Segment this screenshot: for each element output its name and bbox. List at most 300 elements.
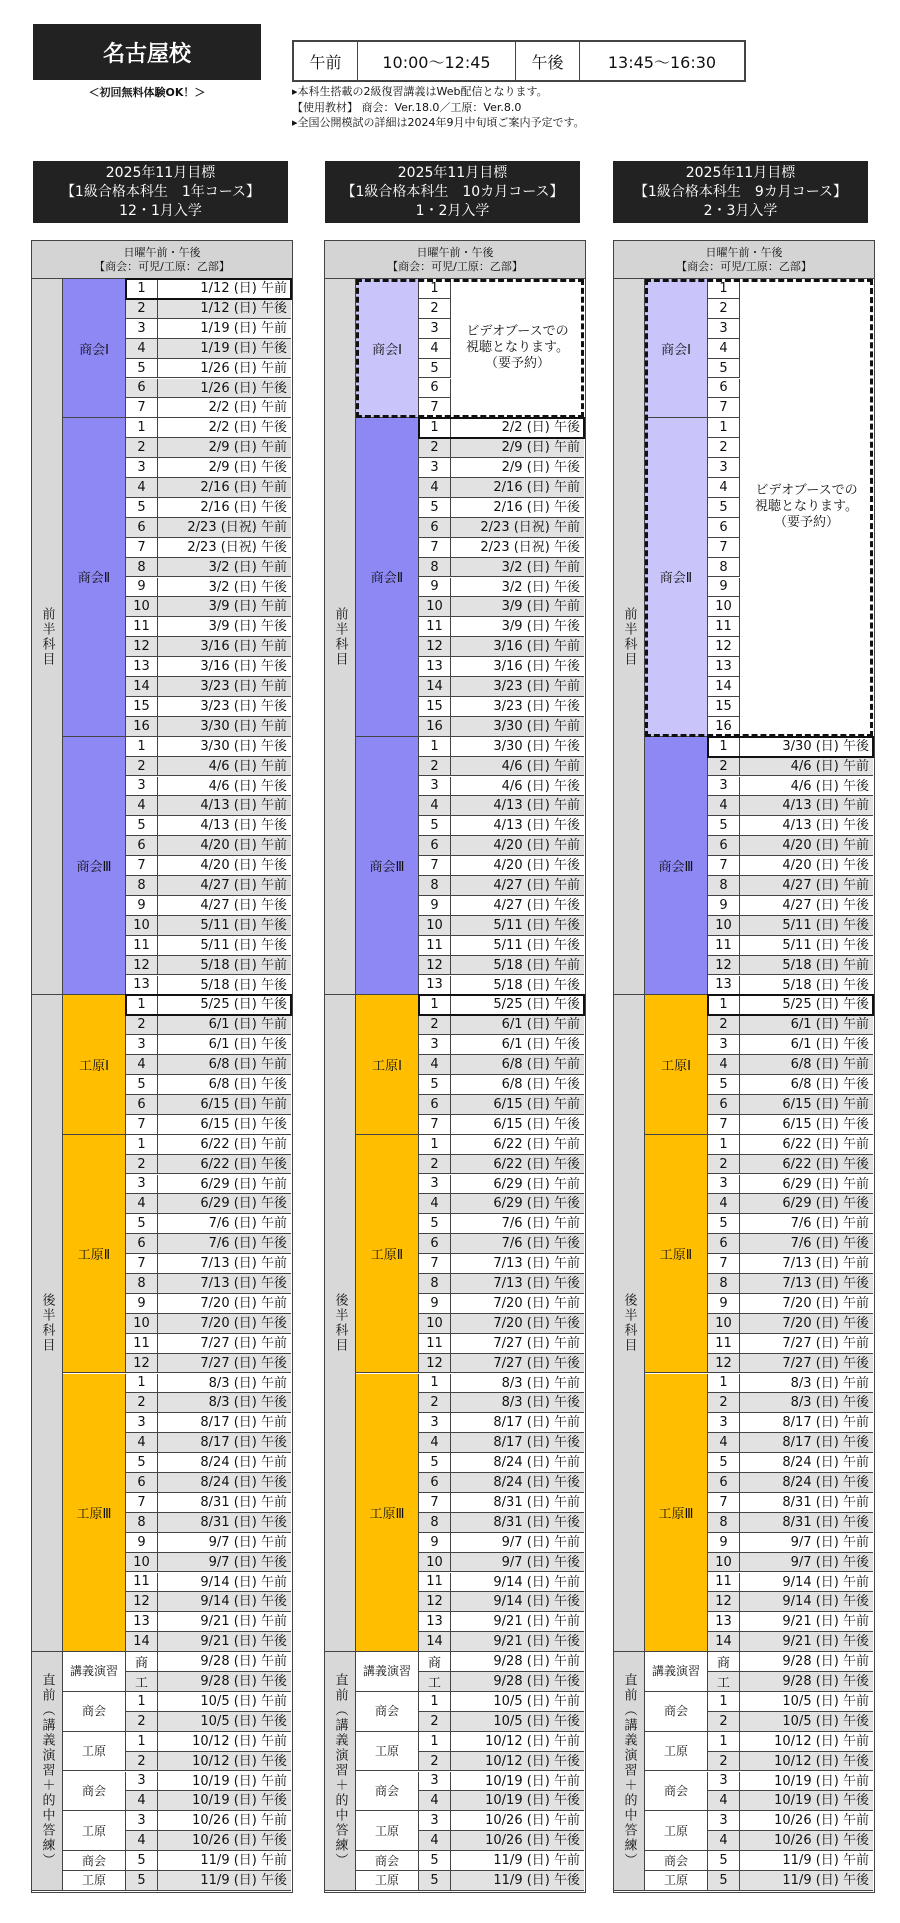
- subject-s2: 商会Ⅱ: [63, 418, 126, 736]
- session-date: 9/7 (日) 午前: [451, 1533, 584, 1553]
- session-number: 1: [708, 418, 740, 438]
- session-date: 7/27 (日) 午後: [740, 1354, 873, 1374]
- session-number: 9: [708, 578, 740, 598]
- session-number: 2: [126, 1752, 158, 1772]
- session-date: 6/1 (日) 午後: [451, 1035, 584, 1055]
- schedule-1year: [31, 240, 293, 1893]
- session-number: 13: [126, 976, 158, 996]
- session-number: 4: [126, 339, 158, 359]
- session-number: 5: [708, 1453, 740, 1473]
- session-date: 8/31 (日) 午前: [451, 1493, 584, 1513]
- session-date: 10/12 (日) 午後: [451, 1752, 584, 1772]
- session-number: 11: [708, 617, 740, 637]
- final-subject: 工原: [645, 1871, 708, 1891]
- session-number: 13: [708, 1612, 740, 1632]
- session-number: 1: [708, 1135, 740, 1155]
- subject-k1: 工原Ⅰ: [645, 995, 708, 1134]
- session-date: 8/17 (日) 午後: [158, 1433, 291, 1453]
- session-number: 3: [419, 319, 451, 339]
- session-number: 5: [708, 1075, 740, 1095]
- subject-s1: 商会Ⅰ: [645, 279, 708, 418]
- schedule-10month: [324, 240, 586, 1893]
- session-date: 7/27 (日) 午前: [451, 1334, 584, 1354]
- session-date: 3/9 (日) 午前: [158, 597, 291, 617]
- session-number: 工: [126, 1672, 158, 1692]
- session-date: 6/22 (日) 午前: [158, 1135, 291, 1155]
- session-number: 4: [126, 796, 158, 816]
- session-date: 8/3 (日) 午後: [740, 1393, 873, 1413]
- final-subject: 講義演習: [645, 1652, 708, 1692]
- session-date: 2/16 (日) 午前: [158, 478, 291, 498]
- session-date: 8/17 (日) 午前: [451, 1413, 584, 1433]
- session-date: 5/18 (日) 午前: [158, 956, 291, 976]
- session-date: 4/20 (日) 午前: [158, 836, 291, 856]
- session-number: 5: [419, 359, 451, 379]
- session-number: 5: [419, 1851, 451, 1871]
- session-date: 10/12 (日) 午前: [740, 1732, 873, 1752]
- session-date: 3/30 (日) 午後: [740, 737, 873, 757]
- session-number: 7: [419, 856, 451, 876]
- session-number: 5: [708, 359, 740, 379]
- session-date: 5/18 (日) 午前: [740, 956, 873, 976]
- video-booth-note: ビデオブースでの 視聴となります。 （要予約）: [740, 279, 873, 737]
- session-number: 10: [419, 1314, 451, 1334]
- column-title-line: 1・2月入学: [415, 203, 490, 219]
- session-number: 10: [126, 1553, 158, 1573]
- session-number: 15: [126, 697, 158, 717]
- session-date: 9/14 (日) 午前: [740, 1573, 873, 1593]
- class-time-table: [292, 40, 746, 82]
- session-date: 5/18 (日) 午後: [451, 976, 584, 996]
- session-number: 6: [126, 379, 158, 399]
- session-date: 3/16 (日) 午後: [158, 657, 291, 677]
- session-number: 6: [126, 1095, 158, 1115]
- session-date: 10/19 (日) 午前: [158, 1772, 291, 1792]
- session-number: 5: [419, 1075, 451, 1095]
- phase-label: 後半科目: [32, 995, 63, 1652]
- phase-label: 前半科目: [32, 279, 63, 995]
- session-date: 3/9 (日) 午後: [451, 617, 584, 637]
- session-number: 9: [708, 1294, 740, 1314]
- session-date: 11/9 (日) 午前: [451, 1851, 584, 1871]
- session-number: 2: [708, 438, 740, 458]
- session-number: 14: [126, 677, 158, 697]
- column-title-line: 【1級合格本科生 9カ月コース】: [633, 184, 848, 200]
- session-number: 7: [708, 856, 740, 876]
- session-number: 7: [708, 398, 740, 418]
- session-date: 9/21 (日) 午後: [158, 1632, 291, 1652]
- session-date: 7/13 (日) 午後: [740, 1274, 873, 1294]
- session-date: 7/27 (日) 午前: [158, 1334, 291, 1354]
- session-date: 8/24 (日) 午後: [451, 1473, 584, 1493]
- session-number: 7: [126, 1493, 158, 1513]
- session-date: 6/8 (日) 午前: [451, 1055, 584, 1075]
- session-date: 9/14 (日) 午後: [158, 1592, 291, 1612]
- session-date: 10/5 (日) 午前: [158, 1692, 291, 1712]
- session-number: 6: [419, 518, 451, 538]
- session-number: 12: [708, 956, 740, 976]
- session-number: 4: [419, 796, 451, 816]
- session-date: 10/5 (日) 午後: [740, 1712, 873, 1732]
- session-number: 4: [419, 1831, 451, 1851]
- session-date: 9/28 (日) 午後: [158, 1672, 291, 1692]
- final-subject: 工原: [63, 1811, 126, 1851]
- final-subject: 工原: [63, 1871, 126, 1891]
- session-number: 6: [419, 1473, 451, 1493]
- session-date: 6/22 (日) 午前: [451, 1135, 584, 1155]
- session-date: 8/31 (日) 午前: [740, 1493, 873, 1513]
- session-date: 1/19 (日) 午後: [158, 339, 291, 359]
- column-title-line: 2025年11月目標: [105, 165, 216, 181]
- session-date: 5/18 (日) 午後: [158, 976, 291, 996]
- schedule-header-line: 【商会：可児/工原：乙部】: [676, 260, 812, 273]
- session-number: 1: [708, 279, 740, 299]
- session-date: 2/16 (日) 午後: [451, 498, 584, 518]
- session-number: 11: [708, 936, 740, 956]
- session-number: 5: [419, 1453, 451, 1473]
- session-number: 9: [419, 578, 451, 598]
- session-number: 3: [419, 1175, 451, 1195]
- final-subject: 商会: [356, 1851, 419, 1871]
- session-date: 6/8 (日) 午後: [158, 1075, 291, 1095]
- session-number: 5: [708, 498, 740, 518]
- session-date: 6/1 (日) 午後: [158, 1035, 291, 1055]
- session-number: 9: [419, 1294, 451, 1314]
- session-date: 9/7 (日) 午前: [740, 1533, 873, 1553]
- session-number: 1: [126, 1692, 158, 1712]
- session-date: 7/6 (日) 午前: [158, 1214, 291, 1234]
- session-date: 2/23 (日祝) 午後: [158, 538, 291, 558]
- session-number: 10: [419, 1553, 451, 1573]
- session-date: 4/6 (日) 午前: [158, 757, 291, 777]
- session-date: 11/9 (日) 午後: [740, 1871, 873, 1891]
- session-number: 5: [126, 1871, 158, 1891]
- session-date: 6/22 (日) 午後: [451, 1155, 584, 1175]
- session-number: 4: [419, 339, 451, 359]
- session-number: 10: [419, 597, 451, 617]
- session-number: 5: [126, 359, 158, 379]
- session-date: 10/26 (日) 午後: [158, 1831, 291, 1851]
- subject-k1: 工原Ⅰ: [63, 995, 126, 1134]
- session-date: 8/3 (日) 午後: [451, 1393, 584, 1413]
- session-number: 12: [708, 637, 740, 657]
- session-number: 7: [126, 1115, 158, 1135]
- session-number: 7: [419, 398, 451, 418]
- schedule-header: [325, 241, 585, 279]
- subject-k3: 工原Ⅲ: [63, 1374, 126, 1653]
- session-number: 2: [126, 1712, 158, 1732]
- session-number: 2: [708, 1155, 740, 1175]
- session-date: 10/26 (日) 午前: [158, 1811, 291, 1831]
- column-title-line: 2025年11月目標: [685, 165, 796, 181]
- session-date: 3/2 (日) 午後: [451, 578, 584, 598]
- final-subject: 商会: [645, 1692, 708, 1732]
- session-date: 6/29 (日) 午前: [451, 1175, 584, 1195]
- session-date: 6/29 (日) 午前: [740, 1175, 873, 1195]
- session-date: 3/9 (日) 午後: [158, 617, 291, 637]
- session-number: 13: [419, 657, 451, 677]
- session-number: 13: [708, 976, 740, 996]
- am-label: 午前: [294, 42, 358, 80]
- session-number: 16: [419, 717, 451, 737]
- schedule-9month: [613, 240, 875, 1893]
- session-date: 3/16 (日) 午前: [451, 637, 584, 657]
- session-number: 10: [126, 1314, 158, 1334]
- session-number: 8: [126, 1274, 158, 1294]
- session-date: 8/17 (日) 午前: [740, 1413, 873, 1433]
- session-number: 9: [126, 1533, 158, 1553]
- column-title-line: 2025年11月目標: [397, 165, 508, 181]
- session-date: 10/5 (日) 午前: [740, 1692, 873, 1712]
- session-date: 6/15 (日) 午後: [451, 1115, 584, 1135]
- session-number: 11: [708, 1334, 740, 1354]
- final-subject: 商会: [356, 1772, 419, 1812]
- session-number: 8: [708, 876, 740, 896]
- session-date: 5/11 (日) 午後: [740, 916, 873, 936]
- session-date: 5/25 (日) 午後: [740, 995, 873, 1015]
- session-number: 6: [419, 836, 451, 856]
- session-number: 11: [419, 1573, 451, 1593]
- schedule-header-line: 日曜午前・午後: [416, 246, 494, 259]
- session-date: 4/6 (日) 午前: [451, 757, 584, 777]
- session-number: 5: [126, 1075, 158, 1095]
- session-date: 7/13 (日) 午前: [451, 1254, 584, 1274]
- column-title-line: 2・3月入学: [703, 203, 778, 219]
- session-number: 3: [708, 777, 740, 797]
- session-date: 6/8 (日) 午後: [451, 1075, 584, 1095]
- session-date: 6/1 (日) 午前: [740, 1015, 873, 1035]
- phase-label: 直前（講義演習＋的中答練）: [32, 1652, 63, 1891]
- session-date: 3/30 (日) 午後: [451, 737, 584, 757]
- session-number: 12: [419, 1354, 451, 1374]
- session-number: 2: [126, 1015, 158, 1035]
- session-date: 9/28 (日) 午後: [740, 1672, 873, 1692]
- session-date: 3/23 (日) 午前: [451, 677, 584, 697]
- session-number: 8: [708, 1274, 740, 1294]
- session-number: 9: [126, 896, 158, 916]
- session-date: 1/12 (日) 午後: [158, 299, 291, 319]
- session-number: 1: [419, 1692, 451, 1712]
- session-date: 5/11 (日) 午後: [158, 936, 291, 956]
- session-date: 1/26 (日) 午後: [158, 379, 291, 399]
- session-date: 4/13 (日) 午後: [158, 816, 291, 836]
- session-number: 9: [126, 578, 158, 598]
- session-number: 11: [126, 1573, 158, 1593]
- video-booth-note: ビデオブースでの 視聴となります。 （要予約）: [451, 279, 584, 418]
- session-date: 4/13 (日) 午前: [740, 796, 873, 816]
- session-number: 商: [126, 1652, 158, 1672]
- session-number: 3: [126, 1413, 158, 1433]
- session-number: 2: [126, 757, 158, 777]
- session-number: 2: [126, 1393, 158, 1413]
- session-number: 15: [419, 697, 451, 717]
- session-number: 5: [419, 498, 451, 518]
- session-date: 10/19 (日) 午前: [451, 1772, 584, 1792]
- session-date: 10/19 (日) 午後: [740, 1791, 873, 1811]
- final-subject: 工原: [356, 1871, 419, 1891]
- session-number: 7: [126, 856, 158, 876]
- session-date: 7/20 (日) 午前: [158, 1294, 291, 1314]
- session-date: 6/1 (日) 午前: [451, 1015, 584, 1035]
- session-number: 8: [126, 876, 158, 896]
- session-number: 10: [708, 1553, 740, 1573]
- session-date: 4/20 (日) 午後: [740, 856, 873, 876]
- session-date: 7/27 (日) 午後: [158, 1354, 291, 1374]
- session-date: 9/7 (日) 午後: [740, 1553, 873, 1573]
- session-date: 4/27 (日) 午前: [158, 876, 291, 896]
- session-date: 4/27 (日) 午後: [158, 896, 291, 916]
- session-date: 9/28 (日) 午後: [451, 1672, 584, 1692]
- session-number: 9: [419, 1533, 451, 1553]
- session-number: 10: [708, 916, 740, 936]
- session-number: 4: [126, 1433, 158, 1453]
- session-date: 4/13 (日) 午前: [451, 796, 584, 816]
- final-subject: 講義演習: [356, 1652, 419, 1692]
- session-number: 7: [708, 1493, 740, 1513]
- session-date: 3/23 (日) 午後: [158, 697, 291, 717]
- session-number: 1: [126, 418, 158, 438]
- session-number: 12: [126, 1354, 158, 1374]
- session-date: 10/5 (日) 午後: [158, 1712, 291, 1732]
- session-date: 9/7 (日) 午前: [158, 1533, 291, 1553]
- note-line: ▸全国公開模試の詳細は2024年9月中旬頃ご案内予定です。: [292, 116, 585, 129]
- session-date: 11/9 (日) 午前: [740, 1851, 873, 1871]
- session-number: 12: [126, 637, 158, 657]
- session-date: 10/12 (日) 午後: [158, 1752, 291, 1772]
- session-date: 3/23 (日) 午後: [451, 697, 584, 717]
- schedule-header-line: 【商会：可児/工原：乙部】: [387, 260, 523, 273]
- session-date: 3/23 (日) 午前: [158, 677, 291, 697]
- session-number: 5: [126, 1851, 158, 1871]
- session-number: 11: [419, 936, 451, 956]
- session-date: 9/7 (日) 午後: [158, 1553, 291, 1573]
- session-date: 10/12 (日) 午後: [740, 1752, 873, 1772]
- final-subject: 工原: [356, 1811, 419, 1851]
- subject-k1: 工原Ⅰ: [356, 995, 419, 1134]
- session-date: 5/11 (日) 午後: [740, 936, 873, 956]
- session-date: 6/1 (日) 午前: [158, 1015, 291, 1035]
- session-date: 6/29 (日) 午後: [158, 1194, 291, 1214]
- phase-label: 前半科目: [614, 279, 645, 995]
- pm-time: 13:45～16:30: [607, 52, 717, 72]
- session-date: 7/6 (日) 午前: [451, 1214, 584, 1234]
- session-number: 工: [708, 1672, 740, 1692]
- session-date: 10/26 (日) 午前: [451, 1811, 584, 1831]
- session-date: 7/20 (日) 午後: [451, 1314, 584, 1334]
- session-number: 3: [419, 458, 451, 478]
- session-date: 9/14 (日) 午後: [451, 1592, 584, 1612]
- session-number: 2: [419, 1155, 451, 1175]
- session-date: 3/2 (日) 午前: [158, 558, 291, 578]
- session-date: 8/3 (日) 午前: [740, 1374, 873, 1394]
- session-number: 6: [126, 836, 158, 856]
- session-date: 5/25 (日) 午後: [451, 995, 584, 1015]
- session-number: 6: [419, 1095, 451, 1115]
- phase-label: 直前（講義演習＋的中答練）: [325, 1652, 356, 1891]
- session-number: 8: [708, 1513, 740, 1533]
- session-date: 3/30 (日) 午前: [451, 717, 584, 737]
- session-date: 10/5 (日) 午後: [451, 1712, 584, 1732]
- session-date: 7/20 (日) 午後: [740, 1314, 873, 1334]
- session-number: 4: [708, 339, 740, 359]
- session-number: 7: [708, 538, 740, 558]
- session-number: 7: [708, 1115, 740, 1135]
- phase-label: 後半科目: [614, 995, 645, 1652]
- session-date: 8/17 (日) 午後: [740, 1433, 873, 1453]
- session-date: 10/19 (日) 午前: [740, 1772, 873, 1792]
- session-date: 8/24 (日) 午前: [740, 1453, 873, 1473]
- session-number: 8: [419, 1513, 451, 1533]
- session-date: 9/7 (日) 午後: [451, 1553, 584, 1573]
- session-date: 9/28 (日) 午前: [740, 1652, 873, 1672]
- session-number: 12: [419, 1592, 451, 1612]
- session-number: 3: [708, 1175, 740, 1195]
- session-number: 6: [708, 1473, 740, 1493]
- session-number: 2: [708, 1393, 740, 1413]
- session-number: 4: [419, 1791, 451, 1811]
- session-date: 6/1 (日) 午後: [740, 1035, 873, 1055]
- session-number: 11: [126, 617, 158, 637]
- session-number: 11: [708, 1573, 740, 1593]
- session-date: 7/6 (日) 午前: [740, 1214, 873, 1234]
- session-number: 3: [126, 1035, 158, 1055]
- session-number: 2: [419, 299, 451, 319]
- free-trial-note: ＜初回無料体験OK！＞: [88, 86, 206, 99]
- am-time: 10:00～12:45: [358, 42, 516, 80]
- session-date: 7/13 (日) 午後: [451, 1274, 584, 1294]
- subject-s2: 商会Ⅱ: [356, 418, 419, 736]
- subject-k3: 工原Ⅲ: [645, 1374, 708, 1653]
- session-date: 4/27 (日) 午前: [740, 876, 873, 896]
- session-date: 6/15 (日) 午後: [740, 1115, 873, 1135]
- session-number: 4: [419, 1055, 451, 1075]
- schedule-header-line: 【商会：可児/工原：乙部】: [94, 260, 230, 273]
- session-number: 4: [126, 478, 158, 498]
- session-number: 10: [126, 597, 158, 617]
- session-date: 4/20 (日) 午前: [451, 836, 584, 856]
- session-number: 6: [708, 1095, 740, 1115]
- session-number: 14: [419, 677, 451, 697]
- session-date: 8/24 (日) 午後: [158, 1473, 291, 1493]
- subject-k2: 工原Ⅱ: [645, 1135, 708, 1374]
- final-subject: 商会: [356, 1692, 419, 1732]
- final-subject: 商会: [645, 1851, 708, 1871]
- session-date: 6/29 (日) 午後: [740, 1194, 873, 1214]
- session-date: 8/31 (日) 午前: [158, 1493, 291, 1513]
- session-number: 6: [126, 1234, 158, 1254]
- session-date: 8/24 (日) 午前: [451, 1453, 584, 1473]
- session-date: 2/9 (日) 午後: [451, 458, 584, 478]
- session-date: 7/20 (日) 午前: [451, 1294, 584, 1314]
- session-number: 12: [126, 1592, 158, 1612]
- session-date: 7/6 (日) 午後: [451, 1234, 584, 1254]
- column-title-1year: [33, 161, 288, 223]
- session-date: 7/20 (日) 午後: [158, 1314, 291, 1334]
- session-number: 4: [708, 1831, 740, 1851]
- session-number: 3: [126, 319, 158, 339]
- session-number: 1: [419, 418, 451, 438]
- session-number: 1: [419, 1374, 451, 1394]
- session-date: 10/19 (日) 午後: [158, 1791, 291, 1811]
- session-number: 2: [126, 438, 158, 458]
- session-date: 4/20 (日) 午後: [158, 856, 291, 876]
- session-number: 13: [419, 1612, 451, 1632]
- session-date: 5/18 (日) 午前: [451, 956, 584, 976]
- session-number: 7: [419, 1493, 451, 1513]
- session-number: 1: [126, 1732, 158, 1752]
- session-number: 13: [126, 1612, 158, 1632]
- session-date: 9/21 (日) 午後: [740, 1632, 873, 1652]
